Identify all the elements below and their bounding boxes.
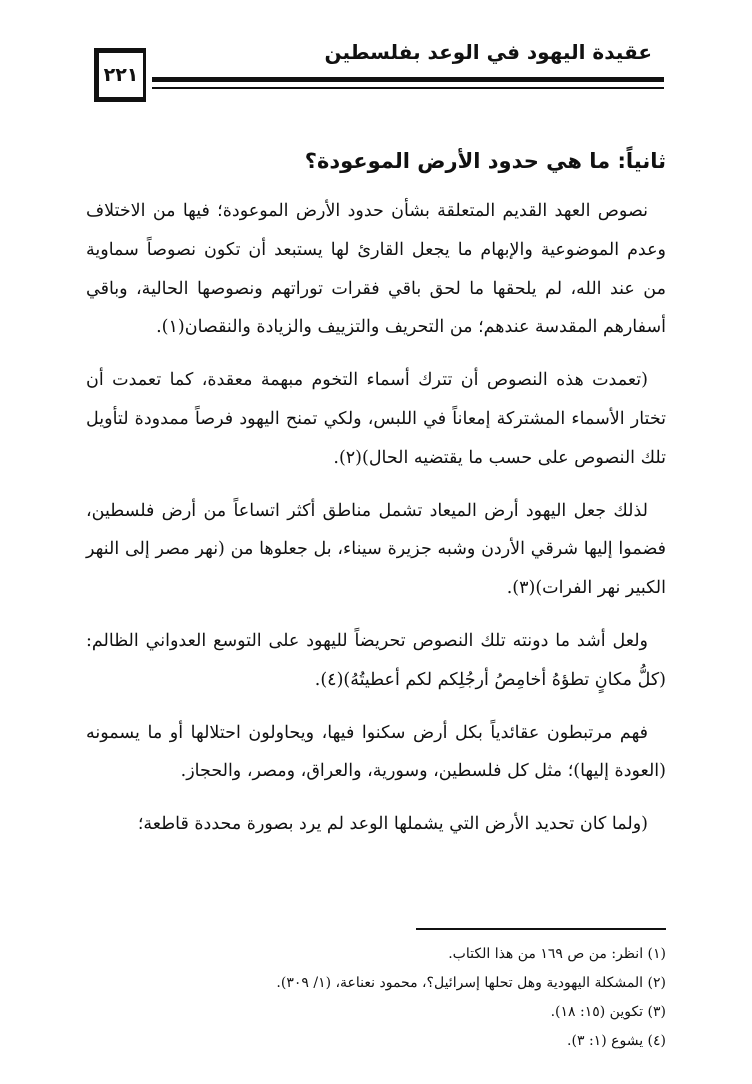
footnote-item: (١) انظر: من ص ١٦٩ من هذا الكتاب. <box>448 946 666 962</box>
paragraph: ولعل أشد ما دونته تلك النصوص تحريضاً لليهود على التوسع العدواني الظالم: (كلُّ مكانٍ تطؤهُ أخامِصُ أرجُلِكم لكم أعطيتُهُ)(٤). <box>86 630 666 690</box>
book-title: عقيدة اليهود في الوعد بفلسطين <box>324 40 652 64</box>
header-rule-thin <box>152 87 664 89</box>
page-number: ٢٢١ <box>94 48 146 102</box>
page-body <box>86 132 666 858</box>
paragraph: (تعمدت هذه النصوص أن تترك أسماء التخوم مبهمة معقدة، كما تعمدت أن تختار الأسماء المشتركة إمعاناً في اللبس، ولكي تمنح اليهود فرصاً ممدودة لتأويل تلك النصوص على حسب ما يقتضيه الحال)(٢). <box>86 370 666 468</box>
paragraph: (ولما كان تحديد الأرض التي يشملها الوعد لم يرد بصورة محددة قاطعة؛ <box>137 814 648 835</box>
paragraph: نصوص العهد القديم المتعلقة بشأن حدود الأرض الموعودة؛ فيها من الاختلاف وعدم الموضوعية والإبهام ما يجعل القارئ لها يستبعد أن تكون نصوصاً سماوية من عند الله، لم يلحقها ما لحق باقي فقرات توراتهم ونصوصها الحالية، وباقي أسفارهم المقدسة عندهم؛ من التحريف والتزييف والزيادة والنقصان(١). <box>86 201 666 338</box>
header-rule-thick <box>152 77 664 82</box>
paragraph: فهم مرتبطون عقائدياً بكل أرض سكنوا فيها، ويحاولون احتلالها أو ما يسمونه (العودة إليها)؛ مثل كل فلسطين، وسورية، والعراق، ومصر، والحجاز. <box>86 722 666 782</box>
footnote-divider <box>416 928 666 930</box>
footnotes <box>86 928 666 1056</box>
section-heading: ثانياً: ما هي حدود الأرض الموعودة؟ <box>304 149 666 173</box>
footnote-list <box>86 940 666 1056</box>
footnote-item: (٣) تكوين (١٥: ١٨). <box>550 1004 666 1020</box>
footnote-item: (٢) المشكلة اليهودية وهل تحلها إسرائيل؟، محمود نعناعة، (١/ ٣٠٩). <box>276 975 666 991</box>
page-header <box>0 0 752 112</box>
footnote-item: (٤) يشوع (١: ٣). <box>567 1033 666 1049</box>
paragraph: لذلك جعل اليهود أرض الميعاد تشمل مناطق أكثر اتساعاً من أرض فلسطين، فضموا إليها شرقي الأردن وشبه جزيرة سيناء، بل جعلوها من (نهر مصر إلى النهر الكبير نهر الفرات)(٣). <box>86 500 666 599</box>
